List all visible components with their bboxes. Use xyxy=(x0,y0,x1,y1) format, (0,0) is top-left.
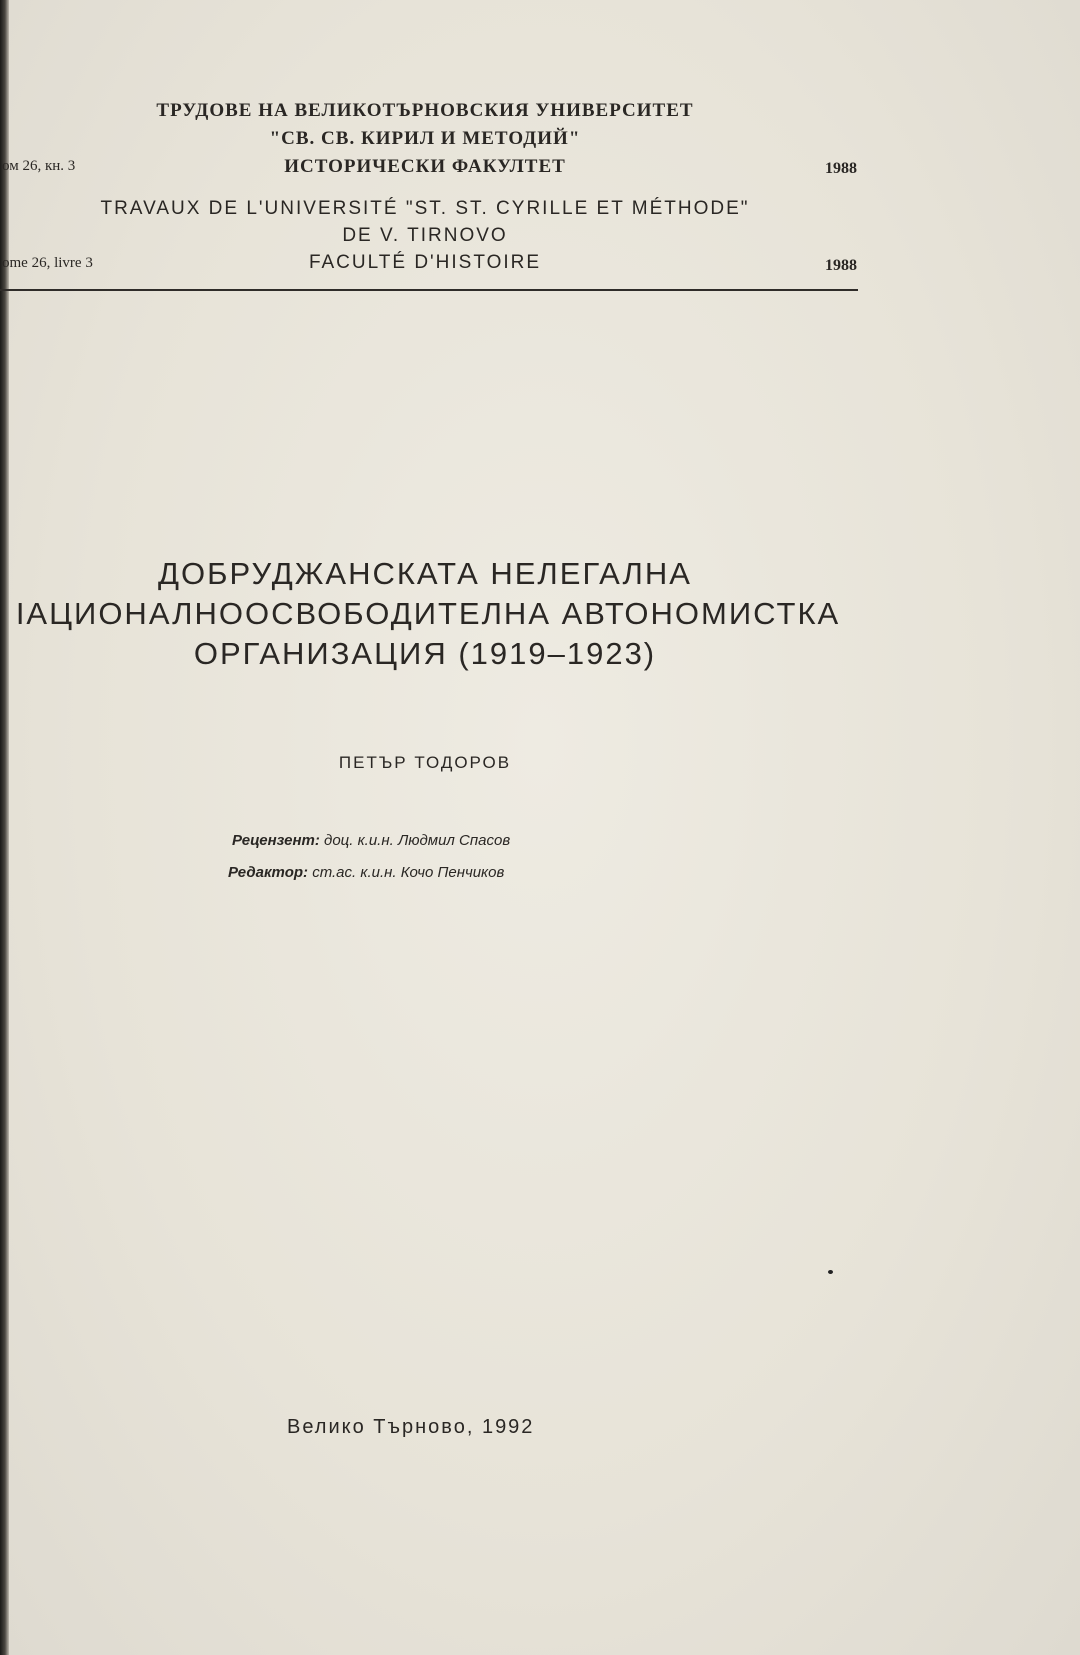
editor-credit xyxy=(228,864,504,881)
title-line2: ІАЦИОНАЛНООСВОБОДИТЕЛНА АВТОНОМИСТКА xyxy=(15,596,841,631)
header-bg-year: 1988 xyxy=(825,160,857,177)
header-fr-line2: DE V. TIRNOVO xyxy=(342,225,508,246)
title-line3: ОРГАНИЗАЦИЯ (1919–1923) xyxy=(193,636,657,671)
header-fr-volume: ome 26, livre 3 xyxy=(2,255,93,271)
header-bg-line3: ИСТОРИЧЕСКИ ФАКУЛТЕТ xyxy=(284,156,566,177)
reviewer-role: Рецензент: xyxy=(232,832,320,849)
header-bg-volume: ом 26, кн. 3 xyxy=(2,158,76,174)
editor-name: ст.ас. к.и.н. Кочо Пенчиков xyxy=(312,864,505,881)
header-bg-line1: ТРУДОВЕ НА ВЕЛИКОТЪРНОВСКИЯ УНИВЕРСИТЕТ xyxy=(156,100,694,121)
binding-shadow xyxy=(0,0,9,1655)
header-fr-line1: TRAVAUX DE L'UNIVERSITÉ "ST. ST. CYRILLE ET MÉTHODE" xyxy=(100,198,750,219)
author-name: ПЕТЪР ТОДОРОВ xyxy=(338,753,512,772)
header-rule xyxy=(0,289,858,291)
publication-place-year: Велико Търново, 1992 xyxy=(287,1416,535,1438)
header-fr-line3: FACULTÉ D'HISTOIRE xyxy=(308,252,542,273)
header-fr-year: 1988 xyxy=(825,257,857,274)
ink-speck xyxy=(828,1270,833,1274)
editor-role: Редактор: xyxy=(228,864,309,881)
reviewer-name: доц. к.и.н. Людмил Спасов xyxy=(324,832,511,849)
title-line1: ДОБРУДЖАНСКАТА НЕЛЕГАЛНА xyxy=(158,556,692,591)
reviewer-credit xyxy=(232,832,510,849)
header-bg-line2: "СВ. СВ. КИРИЛ И МЕТОДИЙ" xyxy=(269,128,581,149)
